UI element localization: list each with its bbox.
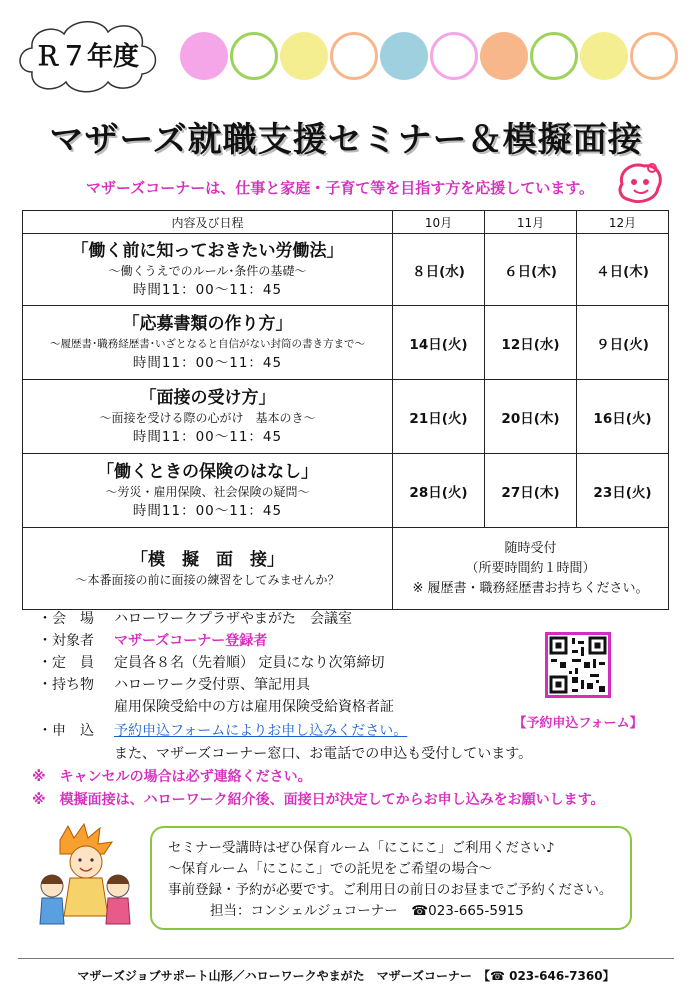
footer-contact: マザーズジョブサポート山形／ハローワークやまがた マザーズコーナー 【☎ 023-646-7360】 xyxy=(77,969,615,983)
date-cell: 12日(水) xyxy=(485,306,577,380)
bring-value-2: 雇用保険受給中の方は雇用保険受給資格者証 xyxy=(114,699,394,715)
warning-cancel: ※ キャンセルの場合は必ず連絡ください。 xyxy=(32,769,312,785)
circle-2 xyxy=(230,32,278,80)
circle-8 xyxy=(530,32,578,80)
mock-interview-desc: ～本番面接の前に面接の練習をしてみませんか？ xyxy=(75,572,340,587)
seminar-desc: ～履歴書･職務経歴書･いざとなると自信がない封筒の書き方まで～ xyxy=(50,337,365,350)
footer-divider xyxy=(18,958,674,959)
date-cell: 20日(木) xyxy=(485,380,577,454)
qr-code-icon[interactable] xyxy=(545,632,611,698)
venue-label: ・会 場 xyxy=(38,611,94,627)
info-capacity xyxy=(38,652,384,672)
seminar-cell xyxy=(23,306,393,380)
warning-mock-interview: ※ 模擬面接は、ハローワーク紹介後、面接日が決定してからお申し込みをお願いします。 xyxy=(32,792,605,808)
info-apply xyxy=(38,720,407,740)
childcare-line-2: ～保育ルーム「にこにこ」での託児をご希望の場合～ xyxy=(168,861,492,877)
target-label: ・対象者 xyxy=(38,633,94,649)
childcare-contact: 担当：コンシェルジュコーナー ☎023-665-5915 xyxy=(210,903,524,919)
table-row xyxy=(23,380,669,454)
date-cell: 27日(木) xyxy=(485,454,577,528)
mock-line-1: 随時受付 xyxy=(504,540,557,556)
date-cell: 14日(火) xyxy=(393,306,485,380)
seminar-title: 「働くときの保険のはなし」 xyxy=(97,461,318,482)
seminar-cell xyxy=(23,380,393,454)
table-row xyxy=(23,234,669,306)
date-cell: 28日(火) xyxy=(393,454,485,528)
seminar-title: 「面接の受け方」 xyxy=(139,387,276,408)
mock-line-2: （所要時間約１時間） xyxy=(465,560,596,576)
circle-10 xyxy=(630,32,678,80)
circle-3 xyxy=(280,32,328,80)
mock-line-3: ※ 履歴書・職務経歴書お持ちください。 xyxy=(412,580,649,596)
date-cell: ６日(木) xyxy=(485,234,577,306)
capacity-label: ・定 員 xyxy=(38,655,94,671)
mascot-icon xyxy=(612,160,668,206)
year-badge-text: Ｒ７年度 xyxy=(34,42,139,72)
seminar-desc: ～労災・雇用保険、社会保険の疑問～ xyxy=(105,484,310,499)
header-november: 11月 xyxy=(485,211,577,234)
seminar-time: 時間11：00～11：45 xyxy=(132,354,283,371)
seminar-title: 「働く前に知っておきたい労働法」 xyxy=(71,240,344,261)
header-content: 内容及び日程 xyxy=(23,211,393,234)
date-cell: ８日(水) xyxy=(393,234,485,306)
seminar-cell xyxy=(23,234,393,306)
bring-label: ・持ち物 xyxy=(38,677,94,693)
table-row xyxy=(23,306,669,380)
childcare-line-3: 事前登録・予約が必要です。ご利用日の前日のお昼までご予約ください。 xyxy=(168,882,613,898)
date-cell: 16日(火) xyxy=(577,380,669,454)
target-value: マザーズコーナー登録者 xyxy=(114,633,268,649)
header-october: 10月 xyxy=(393,211,485,234)
header-december: 12月 xyxy=(577,211,669,234)
seminar-cell xyxy=(23,454,393,528)
schedule-table xyxy=(22,210,669,610)
qr-label: 【予約申込フォーム】 xyxy=(513,716,643,731)
mock-interview-title: 「模 擬 面 接」 xyxy=(131,549,284,570)
info-venue xyxy=(38,608,352,628)
apply-form-link[interactable]: 予約申込フォームによりお申し込みください。 xyxy=(114,723,408,739)
table-row-mock-interview xyxy=(23,528,669,610)
seminar-desc: ～面接を受ける際の心がけ 基本のき～ xyxy=(99,410,316,425)
circle-7 xyxy=(480,32,528,80)
kids-illustration-icon xyxy=(30,820,140,930)
page-title: マザーズ就職支援セミナー＆模擬面接 xyxy=(49,120,643,160)
circle-6 xyxy=(430,32,478,80)
childcare-box xyxy=(150,826,632,930)
seminar-title: 「応募書類の作り方」 xyxy=(122,313,293,334)
mock-interview-cell xyxy=(23,528,393,610)
info-bring xyxy=(38,674,310,694)
mock-interview-schedule xyxy=(393,528,669,610)
decorative-circles xyxy=(180,32,680,92)
date-cell: 21日(火) xyxy=(393,380,485,454)
seminar-time: 時間11：00～11：45 xyxy=(132,281,283,298)
seminar-time: 時間11：00～11：45 xyxy=(132,428,283,445)
seminar-time: 時間11：00～11：45 xyxy=(132,502,283,519)
subtitle: マザーズコーナーは、仕事と家庭・子育て等を目指す方を応援しています。 xyxy=(85,179,595,197)
venue-value: ハローワークプラザやまがた 会議室 xyxy=(114,611,352,627)
date-cell: 23日(火) xyxy=(577,454,669,528)
bring-value: ハローワーク受付票、筆記用具 xyxy=(114,677,310,693)
table-row xyxy=(23,454,669,528)
seminar-desc: ～働くうえでのルール･条件の基礎～ xyxy=(108,263,307,278)
apply-label: ・申 込 xyxy=(38,723,94,739)
circle-1 xyxy=(180,32,228,80)
circle-9 xyxy=(580,32,628,80)
date-cell: ４日(木) xyxy=(577,234,669,306)
circle-5 xyxy=(380,32,428,80)
info-target xyxy=(38,630,267,650)
childcare-line-1: セミナー受講時はぜひ保育ルーム「にこにこ」ご利用ください♪ xyxy=(168,840,555,856)
capacity-value: 定員各８名（先着順） 定員になり次第締切 xyxy=(114,655,385,671)
table-header-row xyxy=(23,211,669,234)
circle-4 xyxy=(330,32,378,80)
apply-value-2: また、マザーズコーナー窓口、お電話での申込も受付しています。 xyxy=(114,746,533,762)
year-badge xyxy=(12,12,162,98)
date-cell: ９日(火) xyxy=(577,306,669,380)
